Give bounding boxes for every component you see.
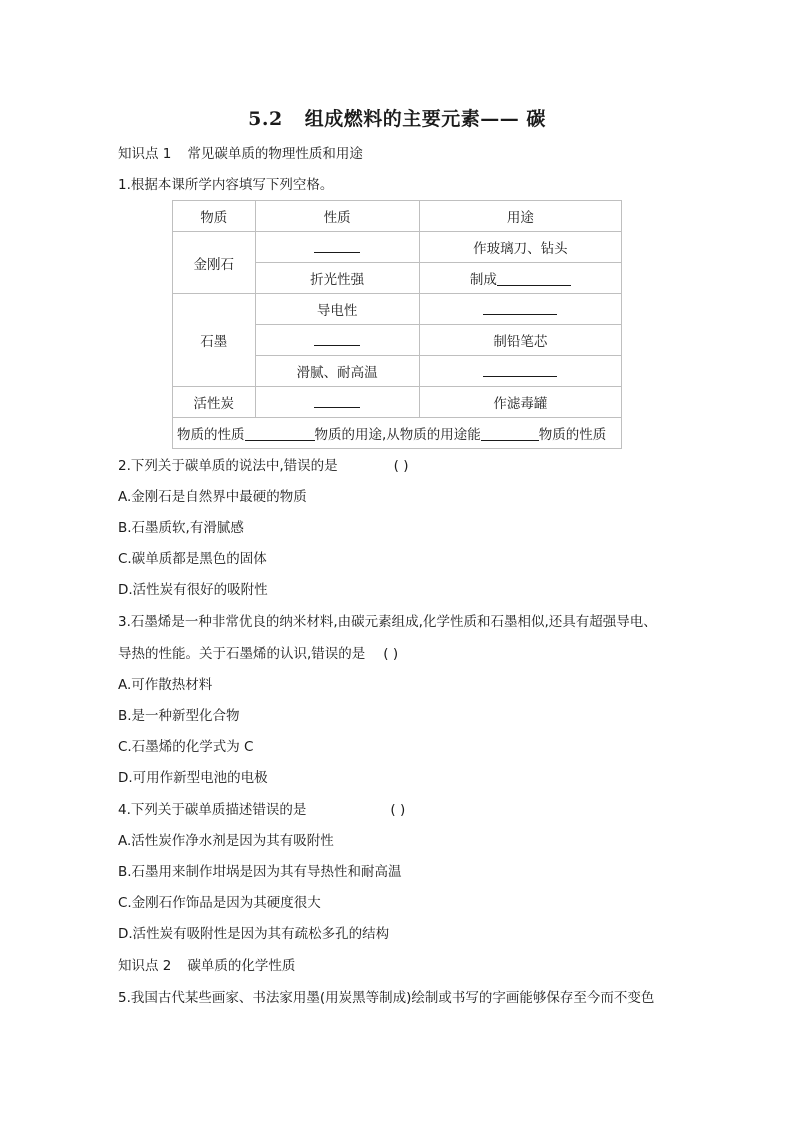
cell-graphite-property-3: 滑腻、耐高温 <box>255 356 419 387</box>
fill-blank[interactable] <box>314 239 360 253</box>
cell-graphite: 石墨 <box>173 294 256 387</box>
fill-blank[interactable] <box>481 427 539 441</box>
section-1-title: 常见碳单质的物理性质和用途 <box>187 146 363 162</box>
cell-carbon-property-blank[interactable] <box>255 387 419 418</box>
cell-diamond-property-2: 折光性强 <box>255 263 419 294</box>
header-use: 用途 <box>419 201 621 232</box>
cell-graphite-property-2-blank[interactable] <box>255 325 419 356</box>
footer-part-2: 物质的用途,从物质的用途能 <box>314 427 481 443</box>
fill-blank[interactable] <box>314 332 360 346</box>
header-substance: 物质 <box>173 201 256 232</box>
answer-paren: ( ) <box>393 458 409 474</box>
cell-graphite-use-2: 制铅笔芯 <box>419 325 621 356</box>
cell-diamond-use-1: 作玻璃刀、钻头 <box>419 232 621 263</box>
question-2-option-c: C.碳单质都是黑色的固体 <box>118 551 267 567</box>
question-4-stem <box>118 801 405 819</box>
table-row <box>173 232 622 263</box>
question-3-option-c: C.石墨烯的化学式为 C <box>118 739 254 755</box>
question-2-stem <box>118 457 409 475</box>
table-footer-row <box>173 418 622 449</box>
answer-paren: ( ) <box>383 646 399 662</box>
question-4-option-a: A.活性炭作净水剂是因为其有吸附性 <box>118 833 334 849</box>
section-1-heading <box>118 145 363 163</box>
question-2-option-b: B.石墨质软,有滑腻感 <box>118 520 244 536</box>
title-number: 5.2 <box>248 108 283 130</box>
table-header-row <box>173 201 622 232</box>
question-4-option-b: B.石墨用来制作坩埚是因为其有导热性和耐高温 <box>118 864 402 880</box>
footer-part-1: 物质的性质 <box>177 427 245 443</box>
fill-blank[interactable] <box>483 363 557 377</box>
question-3-option-b: B.是一种新型化合物 <box>118 708 240 724</box>
question-5-stem: 5.我国古代某些画家、书法家用墨(用炭黑等制成)绘制或书写的字画能够保存至今而不变色 <box>118 990 655 1006</box>
cell-graphite-property-1: 导电性 <box>255 294 419 325</box>
question-4-option-c: C.金刚石作饰品是因为其硬度很大 <box>118 895 321 911</box>
fill-blank[interactable] <box>314 394 360 408</box>
cell-activated-carbon: 活性炭 <box>173 387 256 418</box>
page-title <box>0 104 794 131</box>
question-3-option-a: A.可作散热材料 <box>118 677 213 693</box>
table-row <box>173 294 622 325</box>
question-3-option-d: D.可用作新型电池的电极 <box>118 770 268 786</box>
question-2-option-d: D.活性炭有很好的吸附性 <box>118 582 268 598</box>
section-2-heading <box>118 957 295 975</box>
question-3-text: 导热的性能。关于石墨烯的认识,错误的是 <box>118 646 366 662</box>
properties-table <box>172 200 622 449</box>
cell-diamond: 金刚石 <box>173 232 256 294</box>
question-4-option-d: D.活性炭有吸附性是因为其有疏松多孔的结构 <box>118 926 390 942</box>
cell-diamond-use-2[interactable] <box>419 263 621 294</box>
question-3-stem-line-2 <box>118 645 398 663</box>
cell-graphite-use-1-blank[interactable] <box>419 294 621 325</box>
use-prefix: 制成 <box>469 272 497 288</box>
question-2-text: 2.下列关于碳单质的说法中,错误的是 <box>118 458 338 474</box>
question-2-option-a: A.金刚石是自然界中最硬的物质 <box>118 489 307 505</box>
question-1-stem: 1.根据本课所学内容填写下列空格。 <box>118 177 334 193</box>
cell-diamond-property-blank[interactable] <box>255 232 419 263</box>
table-row <box>173 387 622 418</box>
header-property: 性质 <box>255 201 419 232</box>
fill-blank[interactable] <box>497 272 571 286</box>
fill-blank[interactable] <box>245 427 315 441</box>
question-4-text: 4.下列关于碳单质描述错误的是 <box>118 802 307 818</box>
question-3-stem-line-1: 3.石墨烯是一种非常优良的纳米材料,由碳元素组成,化学性质和石墨相似,还具有超强导电、 <box>118 614 657 630</box>
fill-blank[interactable] <box>483 301 557 315</box>
section-2-title: 碳单质的化学性质 <box>187 958 296 974</box>
answer-paren: ( ) <box>390 802 406 818</box>
section-2-label: 知识点 2 <box>118 958 172 974</box>
table-footer <box>173 418 622 449</box>
footer-part-3: 物质的性质 <box>538 427 607 443</box>
title-text: 组成燃料的主要元素—— 碳 <box>304 108 546 130</box>
cell-graphite-use-3-blank[interactable] <box>419 356 621 387</box>
cell-carbon-use: 作滤毒罐 <box>419 387 621 418</box>
section-1-label: 知识点 1 <box>118 146 172 162</box>
